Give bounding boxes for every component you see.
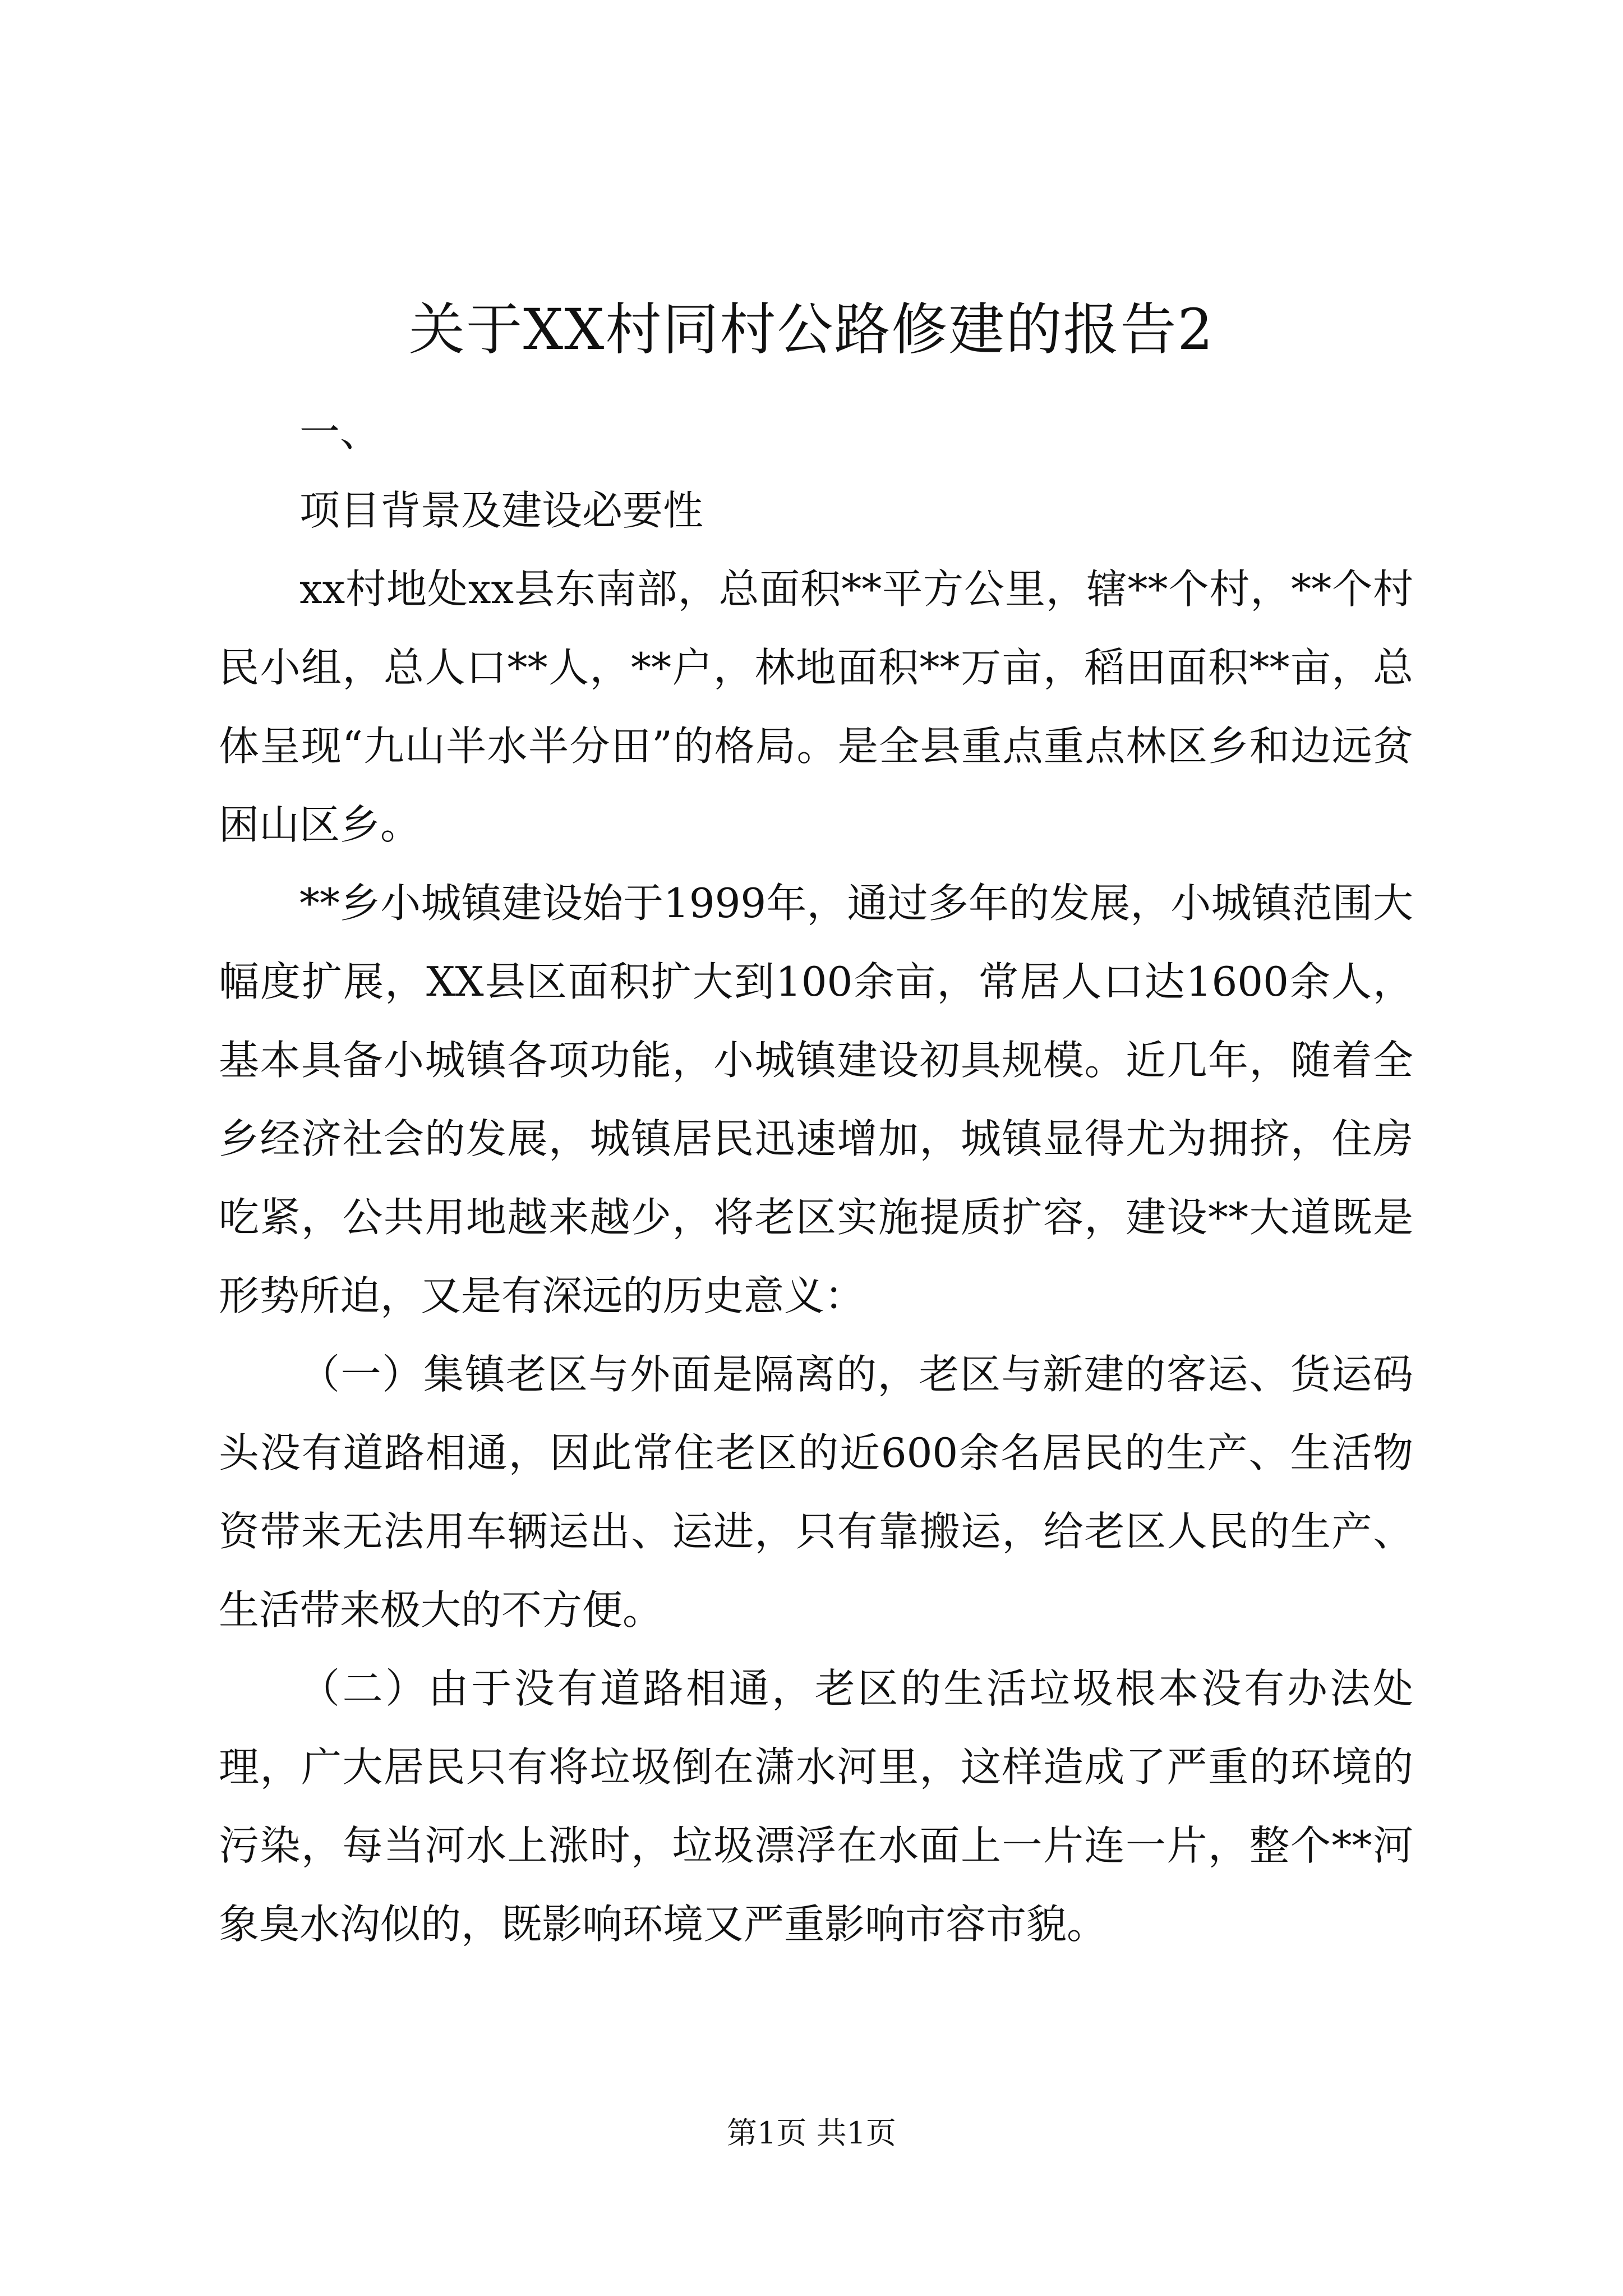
paragraph-point-one: （一）集镇老区与外面是隔离的，老区与新建的客运、货运码头没有道路相通，因此常住老区的近600余名居民的生产、生活物资带来无法用车辆运出、运进，只有靠搬运，给老区人民的生产、生活带来极大的不方便。 <box>219 1351 1413 1634</box>
section-heading: 项目背景及建设必要性 <box>299 487 704 534</box>
page-footer: 第1页 共1页 <box>727 2115 896 2151</box>
paragraph-point-two: （二）由于没有道路相通，老区的生活垃圾根本没有办法处理，广大居民只有将垃圾倒在潇水河里，这样造成了严重的环境的污染，每当河水上涨时，垃圾漂浮在水面上一片连一片，整个**河象臭水沟似的，既影响环境又严重影响市容市貌。 <box>219 1665 1413 1948</box>
paragraph-town-construction: **乡小城镇建设始于1999年，通过多年的发展，小城镇范围大幅度扩展，XX县区面积扩大到100余亩，常居人口达1600余人，基本具备小城镇各项功能，小城镇建设初具规模。近几年，随着全乡经济社会的发展，城镇居民迅速增加，城镇显得尤为拥挤，住房吃紧，公共用地越来越少，将老区实施提质扩容，建设**大道既是形势所迫，又是有深远的历史意义： <box>219 880 1413 1319</box>
document-title: 关于XX村同村公路修建的报告2 <box>408 297 1214 362</box>
section-number: 一、 <box>299 408 381 455</box>
document-body <box>219 393 1413 1963</box>
paragraph-village-overview: xx村地处xx县东南部，总面积**平方公里，辖**个村，**个村民小组，总人口**人，**户，林地面积**万亩，稻田面积**亩，总体呈现“九山半水半分田”的格局。是全县重点重点林区乡和边远贫困山区乡。 <box>219 565 1413 848</box>
